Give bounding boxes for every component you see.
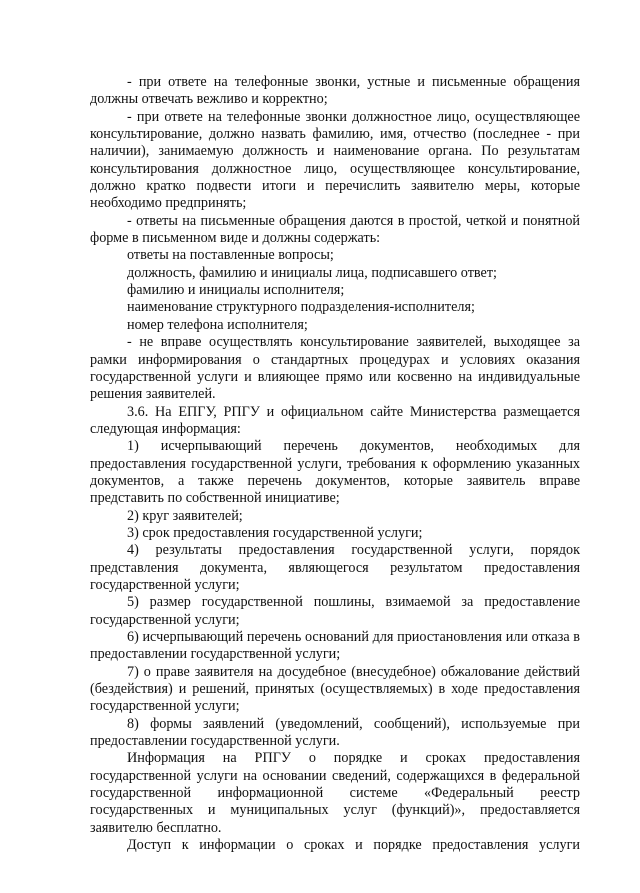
paragraph-item-7-appeal: 7) о праве заявителя на досудебное (внесудебное) обжалование действий (бездействия) и решений, принятых (осуществляемых) в ходе предоставления государственной услуги;: [90, 663, 580, 715]
list-item-executor-phone: номер телефона исполнителя;: [127, 316, 308, 333]
paragraph-item-1-documents: 1) исчерпывающий перечень документов, необходимых для предоставления государственной услуги, требования к оформлению указанных документов, а также перечень документов, которые заявитель вправе представить по собственной инициативе;: [90, 438, 580, 507]
document-body: [90, 74, 580, 854]
paragraph-access-to-information: Доступ к информации о сроках и порядке предоставления услуги: [127, 837, 580, 854]
paragraph-written-answers: - ответы на письменные обращения даются в простой, четкой и понятной форме в письменном виде и должны содержать:: [90, 212, 580, 247]
list-item-signer-details: должность, фамилию и инициалы лица, подписавшего ответ;: [127, 264, 497, 281]
paragraph-rpgu-information: Информация на РПГУ о порядке и сроках предоставления государственной услуги на основании сведений, содержащихся в федеральной государственной информационной системе «Федеральный реестр государственных и муниципальных услуг (функций)», предоставляется заявителю бесплатно.: [90, 750, 580, 836]
list-item-executor-name: фамилию и инициалы исполнителя;: [127, 282, 345, 299]
list-item-answers-to-questions: ответы на поставленные вопросы;: [127, 247, 334, 264]
paragraph-item-4-results: 4) результаты предоставления государственной услуги, порядок представления документа, являющегося результатом предоставления государственной услуги;: [90, 542, 580, 593]
paragraph-item-8-forms: 8) формы заявлений (уведомлений, сообщений), используемые при предоставлении государственной услуги.: [90, 715, 580, 750]
paragraph-polite-answers: - при ответе на телефонные звонки, устные и письменные обращения должны отвечать вежливо и корректно;: [90, 74, 580, 108]
list-item-executor-department: наименование структурного подразделения-исполнителя;: [127, 299, 475, 316]
paragraph-item-3-term: 3) срок предоставления государственной услуги;: [127, 524, 423, 541]
paragraph-item-5-fee: 5) размер государственной пошлины, взимаемой за предоставление государственной услуги;: [90, 594, 580, 628]
paragraph-item-2-applicants: 2) круг заявителей;: [127, 507, 243, 524]
paragraph-consulting-limits: - не вправе осуществлять консультирование заявителей, выходящее за рамки информирования о стандартных процедурах и условиях оказания государственной услуги и влияющее прямо или косвенно на индивидуальные решения заявителей.: [90, 334, 580, 403]
paragraph-phone-answer-rules: - при ответе на телефонные звонки должностное лицо, осуществляющее консультирование, должно назвать фамилию, имя, отчество (последнее - при наличии), занимаемую должность и наименование органа. По результатам консультирования должностное лицо, осуществляющее консультирование, должно кратко подвести итоги и перечислить заявителю меры, которые необходимо предпринять;: [90, 108, 580, 212]
paragraph-section-3-6: 3.6. На ЕПГУ, РПГУ и официальном сайте Министерства размещается следующая информация:: [90, 403, 580, 437]
paragraph-item-6-grounds: 6) исчерпывающий перечень оснований для приостановления или отказа в предоставлении государственной услуги;: [90, 629, 580, 663]
